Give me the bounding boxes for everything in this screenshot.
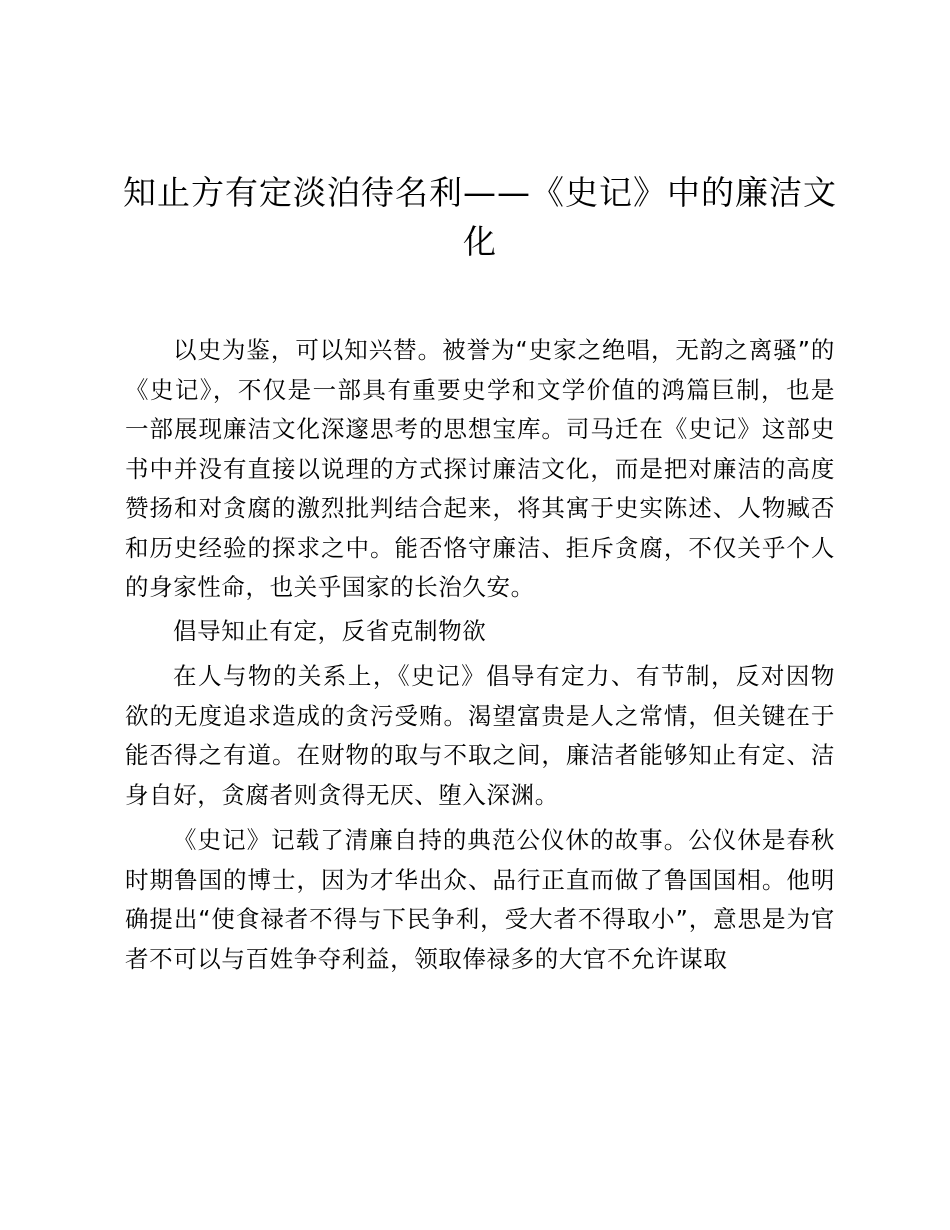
section-heading: 倡导知止有定，反省克制物欲 [173, 616, 487, 645]
body-paragraph: 在人与物的关系上，《史记》倡导有定力、有节制，反对因物欲的无度追求造成的贪污受贿。渴望富贵是人之常情，但关键在于能否得之有道。在财物的取与不取之间，廉洁者能够知止有定、洁身自好，贪腐者则贪得无厌、堕入深渊。 [125, 662, 835, 809]
intro-paragraph: 以史为鉴，可以知兴替。被誉为“史家之绝唱，无韵之离骚”的《史记》，不仅是一部具有重要史学和文学价值的鸿篇巨制，也是一部展现廉洁文化深邃思考的思想宝库。司马迁在《史记》这部史书中并没有直接以说理的方式探讨廉洁文化，而是把对廉洁的高度赞扬和对贪腐的激烈批判结合起来，将其寓于史实陈述、人物臧否和历史经验的探求之中。能否恪守廉洁、拒斥贪腐，不仅关乎个人的身家性命，也关乎国家的长治久安。 [125, 336, 835, 601]
document-body [125, 331, 835, 979]
document-title: 知止方有定淡泊待名利——《史记》中的廉洁文化 [123, 173, 837, 261]
body-paragraph: 《史记》记载了清廉自持的典范公仪休的故事。公仪休是春秋时期鲁国的博士，因为才华出众、品行正直而做了鲁国国相。他明确提出“使食禄者不得与下民争利，受大者不得取小”，意思是为官者不可以与百姓争夺利益，领取俸禄多的大官不允许谋取 [125, 826, 835, 973]
